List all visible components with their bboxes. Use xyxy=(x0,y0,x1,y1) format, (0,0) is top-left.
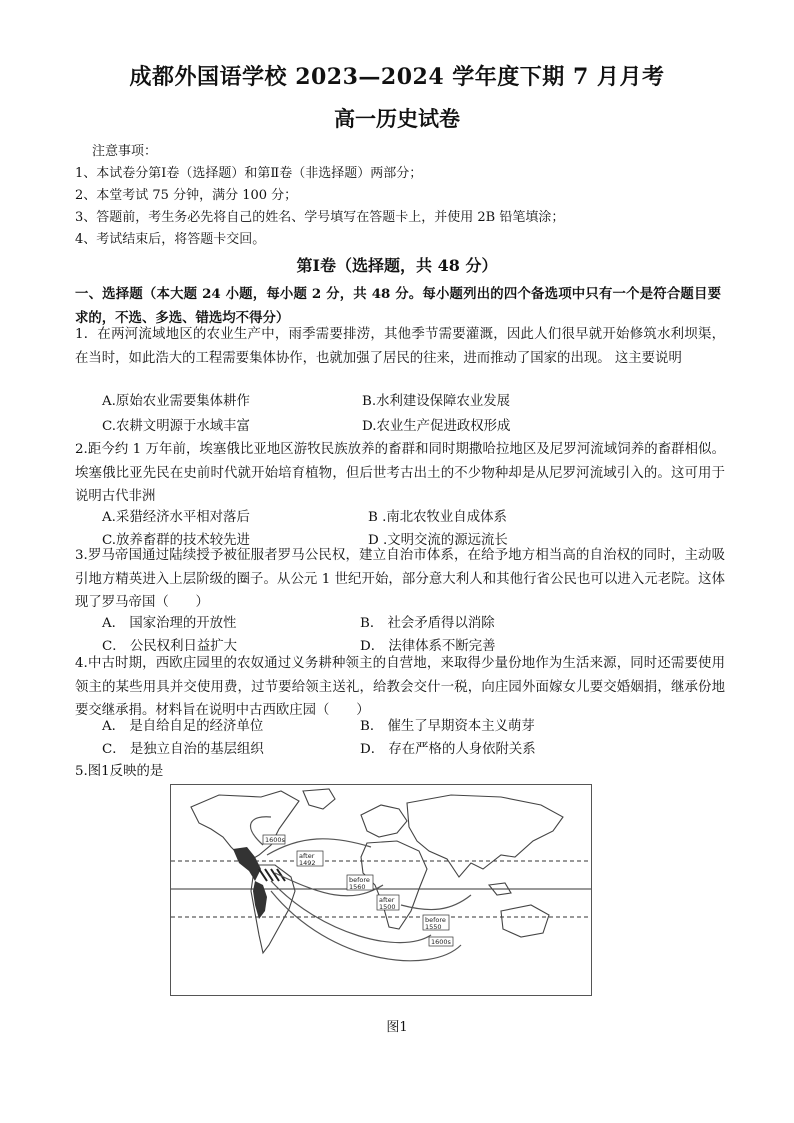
svg-text:1500: 1500 xyxy=(379,903,396,911)
question-1-stem: 1．在两河流域地区的农业生产中，雨季需要排涝，其他季节需要灌溉，因此人们很早就开始修筑水利坝渠，在当时，如此浩大的工程需要集体协作，也就加强了居民的往来，进而推动了国家的出现。 这主要说明 xyxy=(75,327,725,366)
figure-caption: 图1 xyxy=(386,1020,408,1035)
svg-text:1492: 1492 xyxy=(299,859,316,867)
route-indian-ocean xyxy=(401,895,471,910)
question-1-option-d: D.农业生产促进政权形成 xyxy=(362,419,511,434)
notice-heading: 注意事项： xyxy=(92,144,158,159)
label-after-1492: after xyxy=(299,852,315,860)
question-4-option-b: B． 催生了早期资本主义萌芽 xyxy=(360,719,535,734)
question-2-option-a: A.采猎经济水平相对落后 xyxy=(102,510,250,525)
question-4-stem: 4.中古时期，西欧庄园里的农奴通过义务耕种领主的自营地，来取得少量份地作为生活来源，同时还需要使用领主的某些用具并交使用费，过节要给领主送礼，给教会交什一税，向庄园外面嫁女儿要交婚姻捐，继承份地要交继承捐。材料旨在说明中古西欧庄园（ ） xyxy=(75,656,725,718)
exam-subtitle: 高一历史试卷 xyxy=(334,106,460,131)
svg-text:1550: 1550 xyxy=(425,923,442,931)
question-3-stem: 3.罗马帝国通过陆续授予被征服者罗马公民权，建立自治市体系，在给予地方相当高的自治权的同时，主动吸引地方精英进入上层阶级的圈子。从公元 1 世纪开始，部分意大利人和其他行省公民也可以进入元老院。这体现了罗马帝国（ ） xyxy=(75,548,725,610)
question-2-option-d: D .文明交流的源远流长 xyxy=(368,533,508,548)
question-2-stem: 2.距今约 1 万年前，埃塞俄比亚地区游牧民族放养的畜群和同时期撒哈拉地区及尼罗河流域饲养的畜群相似。埃塞俄比亚先民在史前时代就开始培育植物，但后世考古出土的不少物种却是从尼罗河流域引入的。这可用于说明古代非洲 xyxy=(75,442,725,504)
question-1-option-b: B.水利建设保障农业发展 xyxy=(362,394,511,409)
label-1600s-north: 1600s xyxy=(265,836,285,844)
asia-shape xyxy=(407,795,563,877)
question-4-option-a: A． 是自给自足的经济单位 xyxy=(102,719,264,734)
map-labels xyxy=(263,835,453,946)
world-map-figure xyxy=(170,784,592,996)
continents xyxy=(191,789,563,953)
label-before-1550: before xyxy=(425,916,446,924)
question-5-stem: 5.图1反映的是 xyxy=(75,764,164,779)
section-instruction: 一、选择题（本大题 24 小题，每小题 2 分，共 48 分。每小题列出的四个备选项中只有一个是符合题目要求的，不选、多选、错选均不得分） xyxy=(75,286,721,326)
question-3-option-d: D． 法律体系不断完善 xyxy=(360,639,496,654)
svg-text:1560: 1560 xyxy=(349,883,366,891)
greenland-shape xyxy=(303,789,335,809)
section-title: 第Ⅰ卷（选择题，共 48 分） xyxy=(296,256,498,275)
question-3-option-b: B． 社会矛盾得以消除 xyxy=(360,616,495,631)
label-before-1560: before xyxy=(349,876,370,884)
notice-item: 3、答题前，考生务必先将自己的姓名、学号填写在答题卡上，并使用 2B 铅笔填涂； xyxy=(75,210,565,225)
australia-shape xyxy=(501,905,549,937)
notice-item: 4、考试结束后，将答题卡交回。 xyxy=(75,232,266,247)
world-map-svg xyxy=(171,785,591,995)
notice-item: 1、本试卷分第Ⅰ卷（选择题）和第Ⅱ卷（非选择题）两部分； xyxy=(75,166,423,181)
question-4-option-c: C． 是独立自治的基层组织 xyxy=(102,742,264,757)
europe-shape xyxy=(361,805,407,837)
exam-title: 成都外国语学校 2023—2024 学年度下期 7 月月考 xyxy=(129,64,665,90)
question-1-option-c: C.农耕文明源于水域丰富 xyxy=(102,419,250,434)
hatched-region xyxy=(259,869,285,881)
central-america-shaded xyxy=(233,847,261,881)
question-3-option-a: A． 国家治理的开放性 xyxy=(102,616,237,631)
question-2-option-b: B .南北农牧业自成体系 xyxy=(368,510,507,525)
question-3-option-c: C． 公民权利日益扩大 xyxy=(102,639,238,654)
label-after-1500: after xyxy=(379,896,395,904)
question-4-option-d: D． 存在严格的人身依附关系 xyxy=(360,742,536,757)
label-1600s-south: 1600s xyxy=(431,938,451,946)
question-2-option-c: C.放养畜群的技术较先进 xyxy=(102,533,250,548)
notice-item: 2、本堂考试 75 分钟，满分 100 分； xyxy=(75,188,298,203)
question-1-option-a: A.原始农业需要集体耕作 xyxy=(102,394,250,409)
